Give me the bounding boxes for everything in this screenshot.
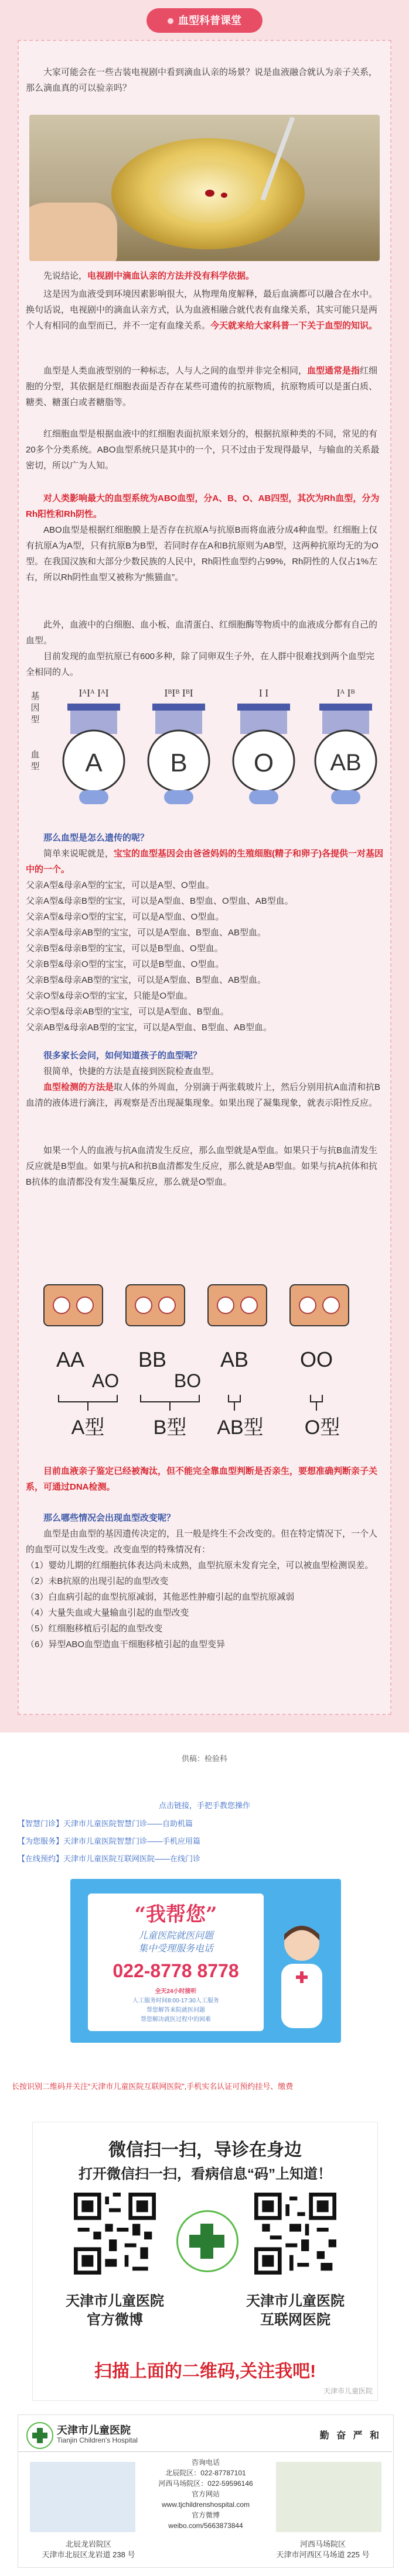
type-ab: AB bbox=[330, 750, 362, 776]
what-paragraph-2: 红细胞血型是根据血液中的红细胞表面抗原来划分的，根据抗原种类的不同，常见的有20多个分类系统。ABO血型系统只是其中的一个，只不过由于发现得最早，与输血的关系最密切，所以广为人知。 bbox=[26, 429, 380, 471]
change-item: （1）婴幼儿期的红细胞抗体表达尚未成熟，血型抗原未发育完全，可以被血型检测误差。 bbox=[26, 1560, 374, 1570]
nurse-illustration bbox=[270, 1920, 334, 2031]
test-paragraph-2: 血型检测的方法是取人体的外周血，分别滴于两张载玻片上，然后分别用抗A血清和抗B血清的液体进行滴注，再观察是否出现凝集现象。如果出现了凝集现象，就表示阳性反应。 bbox=[26, 1082, 381, 1108]
bracket bbox=[229, 1395, 240, 1411]
guide-link[interactable]: 点击链接，手把手教您操作 bbox=[158, 1801, 250, 1810]
watermark: 天津市儿童医院 bbox=[323, 2387, 373, 2395]
heredity-row: 父亲B型&母亲B型的宝宝，可以是B型血、O型血。 bbox=[26, 944, 223, 953]
type-label: AB型 bbox=[217, 1416, 264, 1439]
heredity-paragraph: 简单来说呢就是，宝宝的血型基因会由爸爸妈妈的生殖细胞(精子和卵子)各提供一对基因中的一个。 bbox=[26, 849, 384, 874]
banner-line: 帮您解答来院就医问题 bbox=[146, 2007, 205, 2014]
heredity-row: 父亲A型&母亲A型的宝宝，可以是A型、O型血。 bbox=[26, 880, 214, 890]
intro-paragraph: 大家可能会在一些古装电视剧中看到滴血认亲的场景？说是血液融合就认为亲子关系，那么滴血真的可以验亲吗？ bbox=[26, 67, 378, 93]
info-address-1: 北辰龙岩院区 天津市北辰区龙岩道 238 号 bbox=[42, 2540, 135, 2559]
test-drop bbox=[77, 1297, 93, 1313]
heredity-row: 父亲A型&母亲AB型的宝宝，可以是A型血、B型血、AB型血。 bbox=[26, 928, 267, 938]
heredity-row: 父亲B型&母亲O型的宝宝，可以是B型血、O型血。 bbox=[26, 959, 224, 969]
bracket bbox=[141, 1395, 199, 1411]
qr-notice: 长按识别二维码并关注“天津市儿童医院互联网医院”,手机实名认证可预约挂号、缴费 bbox=[12, 2082, 294, 2091]
cell-b bbox=[148, 687, 209, 804]
type-label: O型 bbox=[304, 1416, 340, 1439]
genotype-o: I I bbox=[258, 687, 269, 699]
hospital-info-card bbox=[18, 2414, 394, 2568]
hand-illustration bbox=[29, 203, 117, 261]
heredity-row: 父亲A型&母亲O型的宝宝，可以是A型血、O型血。 bbox=[26, 912, 224, 922]
hospital-small-logo-icon bbox=[26, 2422, 53, 2449]
test-drop bbox=[53, 1297, 70, 1313]
answer-paragraph: 先说结论，电视剧中滴血认亲的方法并没有科学依据。 bbox=[43, 271, 255, 281]
test-drop bbox=[135, 1297, 152, 1313]
test-drop bbox=[217, 1297, 234, 1313]
genes-label: AB bbox=[220, 1347, 249, 1371]
qr-left-caption: 天津市儿童医院 官方微博 bbox=[66, 2293, 164, 2328]
abo-paragraph-3: 目前发现的血型抗原已有600多种，除了同卵双生子外，在人群中很难找到两个血型完全相同的人。 bbox=[26, 651, 375, 677]
test-drop bbox=[159, 1297, 175, 1313]
heredity-row: 父亲O型&母亲O型的宝宝，只能是O型血。 bbox=[26, 991, 193, 1001]
genotype-b: IᴮIᴮ IᴮI bbox=[164, 687, 193, 699]
qr-right-caption: 天津市儿童医院 互联网医院 bbox=[246, 2293, 345, 2328]
test-drop bbox=[299, 1297, 316, 1313]
genes-label: BO bbox=[173, 1370, 202, 1391]
qr-panel bbox=[32, 2122, 378, 2401]
test-paragraph-1: 很简单，快捷的方法是直接到医院检查血型。 bbox=[43, 1066, 220, 1076]
hospital-logo-icon bbox=[176, 2210, 238, 2272]
link-appointment[interactable]: 【在线预约】天津市儿童医院互联网医院——在线门诊 bbox=[18, 1854, 201, 1863]
link-smart-clinic[interactable]: 【智慧门诊】天津市儿童医院智慧门诊——自助机篇 bbox=[18, 1819, 193, 1828]
genes-label: AA bbox=[56, 1347, 85, 1371]
change-question: 那么哪些情况会出现血型改变呢？ bbox=[43, 1513, 176, 1523]
cell-a bbox=[63, 687, 124, 804]
section-tag-label: 血型科普课堂 bbox=[178, 15, 241, 26]
banner-line: 全天24小时接听 bbox=[155, 1988, 197, 1995]
heredity-row: 父亲B型&母亲AB型的宝宝，可以是A型血、B型血、AB型血。 bbox=[26, 975, 267, 985]
change-item: （6）异型ABO血型造血干细胞移植引起的血型变异 bbox=[26, 1639, 226, 1649]
cell-o bbox=[233, 687, 294, 804]
banner-phone: 022-8778 8778 bbox=[113, 1960, 239, 1981]
heredity-row: 父亲AB型&母亲AB型的宝宝，可以是A型血、B型血、AB型血。 bbox=[26, 1023, 272, 1033]
genotype-a: IᴬIᴬ IᴬI bbox=[79, 687, 109, 699]
hero-image bbox=[29, 115, 380, 261]
heredity-row: 父亲O型&母亲AB型的宝宝，可以是A型血、B型血。 bbox=[26, 1007, 229, 1017]
test-drop bbox=[323, 1297, 339, 1313]
abo-intro: 对人类影响最大的血型系统为ABO血型，分A、B、O、AB四型，其次为Rh血型，分为Rh阳性和Rh阴性。 bbox=[26, 493, 380, 519]
genotype-label: 基因型 bbox=[30, 691, 40, 725]
banner-title: “我帮您” bbox=[134, 1903, 217, 1926]
qr-bottom-text: 扫描上面的二维码,关注我吧! bbox=[94, 2362, 316, 2381]
link-service[interactable]: 【为您服务】天津市儿童医院智慧门诊——手机应用篇 bbox=[18, 1837, 201, 1846]
bracket bbox=[59, 1395, 117, 1411]
type-b: B bbox=[170, 749, 188, 777]
abo-paragraph: ABO血型是根据红细胞膜上是否存在抗原A与抗原B而将血液分成4种血型。红细胞上仅有抗原A为A型，只有抗原B为B型，若同时存在A和B抗原则为AB型，这两种抗原均无的为O型。在我国汉族和大部分少数民族的人民中，Rh阳性血型约占99%，Rh阴性的人仅占1%左右，所以Rh阴性血型又被称为“熊猫血”。 bbox=[26, 525, 379, 582]
genotype-ab: Iᴬ Iᴮ bbox=[336, 687, 355, 699]
qr-code-weibo[interactable] bbox=[74, 2193, 156, 2275]
qr-line2: 打开微信扫一扫，看病信息“码”上知道！ bbox=[79, 2166, 332, 2182]
genes-label: OO bbox=[299, 1347, 333, 1371]
section-tag bbox=[146, 8, 263, 33]
bloodtype-label: 血型 bbox=[30, 750, 40, 771]
genes-label: AO bbox=[91, 1370, 120, 1391]
test-question: 很多家长会问，如何知道孩子的血型呢？ bbox=[43, 1051, 202, 1061]
test-paragraph-3: 如果一个人的血液与抗A血清发生反应，那么血型就是A型血。如果只于与抗B血清发生反应就是B型血。如果与抗A和抗B血清都发生反应，那么就是AB型血。如果与抗A抗体和抗B抗体的血清都没有发生凝集反应，那么就是O型血。 bbox=[26, 1145, 378, 1187]
qr-code-internet-hospital[interactable] bbox=[254, 2193, 336, 2275]
type-label: B型 bbox=[153, 1416, 187, 1439]
bracket bbox=[311, 1395, 322, 1411]
change-list bbox=[26, 1558, 383, 1652]
banner-line: 帮您解决就医过程中的困难 bbox=[141, 2016, 211, 2023]
change-item: （3）白血病引起的血型抗原减弱，其他恶性肿瘤引起的血型抗原减弱 bbox=[26, 1592, 295, 1602]
test-drop bbox=[241, 1297, 257, 1313]
tag-dot-icon bbox=[168, 18, 173, 24]
hotline-banner bbox=[70, 1879, 341, 2043]
change-paragraph: 血型是由血型的基因遗传决定的，且一般是终生不会改变的。但在特定情况下，一个人的血型可以发生改变。改变血型的特殊情况有： bbox=[26, 1529, 378, 1555]
genotype-diagram bbox=[47, 679, 387, 814]
type-a: A bbox=[85, 749, 103, 777]
blood-test-figure bbox=[35, 1279, 375, 1449]
banner-line: 人工服务时间8:00-17:30人工服务 bbox=[132, 1998, 219, 2004]
genes-label: BB bbox=[138, 1347, 167, 1371]
info-motto: 勤 奋 严 和 bbox=[319, 2431, 381, 2441]
info-name-en: Tianjin Children's Hospital bbox=[57, 2436, 138, 2444]
reminder-paragraph: 目前血液亲子鉴定已经被淘汰，但不能完全靠血型判断是否亲生，要想准确判断亲子关系，可通过DNA检测。 bbox=[26, 1466, 378, 1492]
answer-body: 这是因为血液受到环境因素影响很大，从物理角度解释，最后血滴都可以融合在水中。换句话说，电视剧中的滴血认亲方式，认为血液相融合就代表有血缘关系，其实可能只是两个人有相同的血型而已，并不一定有血缘关系。今天就来给大家科普一下关于血型的知识。 bbox=[26, 289, 378, 331]
qr-line1: 微信扫一扫，导诊在身边 bbox=[108, 2141, 302, 2160]
what-paragraph: 血型是人类血液型别的一种标志，人与人之间的血型并非完全相同，血型通常是指红细胞的分型，其依据是红细胞表面是否存在某些可遗传的抗原物质，抗原物质可以是蛋白质、糖类、糖蛋白或者糖脂等。 bbox=[26, 366, 378, 407]
change-item: （4）大量失血或大量输血引起的血型改变 bbox=[26, 1608, 189, 1618]
hospital-photo bbox=[276, 2462, 381, 2532]
change-item: （5）红细胞移植后引起的血型改变 bbox=[26, 1624, 163, 1634]
info-address-2: 河西马场院区 天津市河西区马场道 225 号 bbox=[276, 2540, 370, 2559]
heredity-list bbox=[26, 877, 383, 1035]
info-contacts: 咨询电话 北辰院区：022-87787101 河西马场院区：022-59596146 官方网站 www.tjchildrenshospital.com 官方微博 weibo.com/5663873844 bbox=[158, 2458, 253, 2530]
source-credit: 供稿：检验科 bbox=[181, 1754, 227, 1763]
heredity-question: 那么血型是怎么遗传的呢？ bbox=[43, 833, 149, 843]
type-label: A型 bbox=[71, 1416, 105, 1439]
heredity-row: 父亲A型&母亲B型的宝宝，可以是A型血、B型血、O型血、AB型血。 bbox=[26, 896, 294, 906]
change-item: （2）未B抗原的出现引起的血型改变 bbox=[26, 1576, 169, 1586]
info-name: 天津市儿童医院 bbox=[57, 2424, 131, 2436]
hospital-photo bbox=[30, 2462, 135, 2532]
cell-ab bbox=[315, 687, 376, 804]
abo-paragraph-2: 此外，血液中的白细胞、血小板、血清蛋白、红细胞酶等物质中的血液成分都有自己的血型。 bbox=[26, 620, 378, 646]
type-o: O bbox=[253, 749, 274, 777]
banner-sub: 儿童医院就医问题 集中受理服务电话 bbox=[138, 1931, 213, 1954]
